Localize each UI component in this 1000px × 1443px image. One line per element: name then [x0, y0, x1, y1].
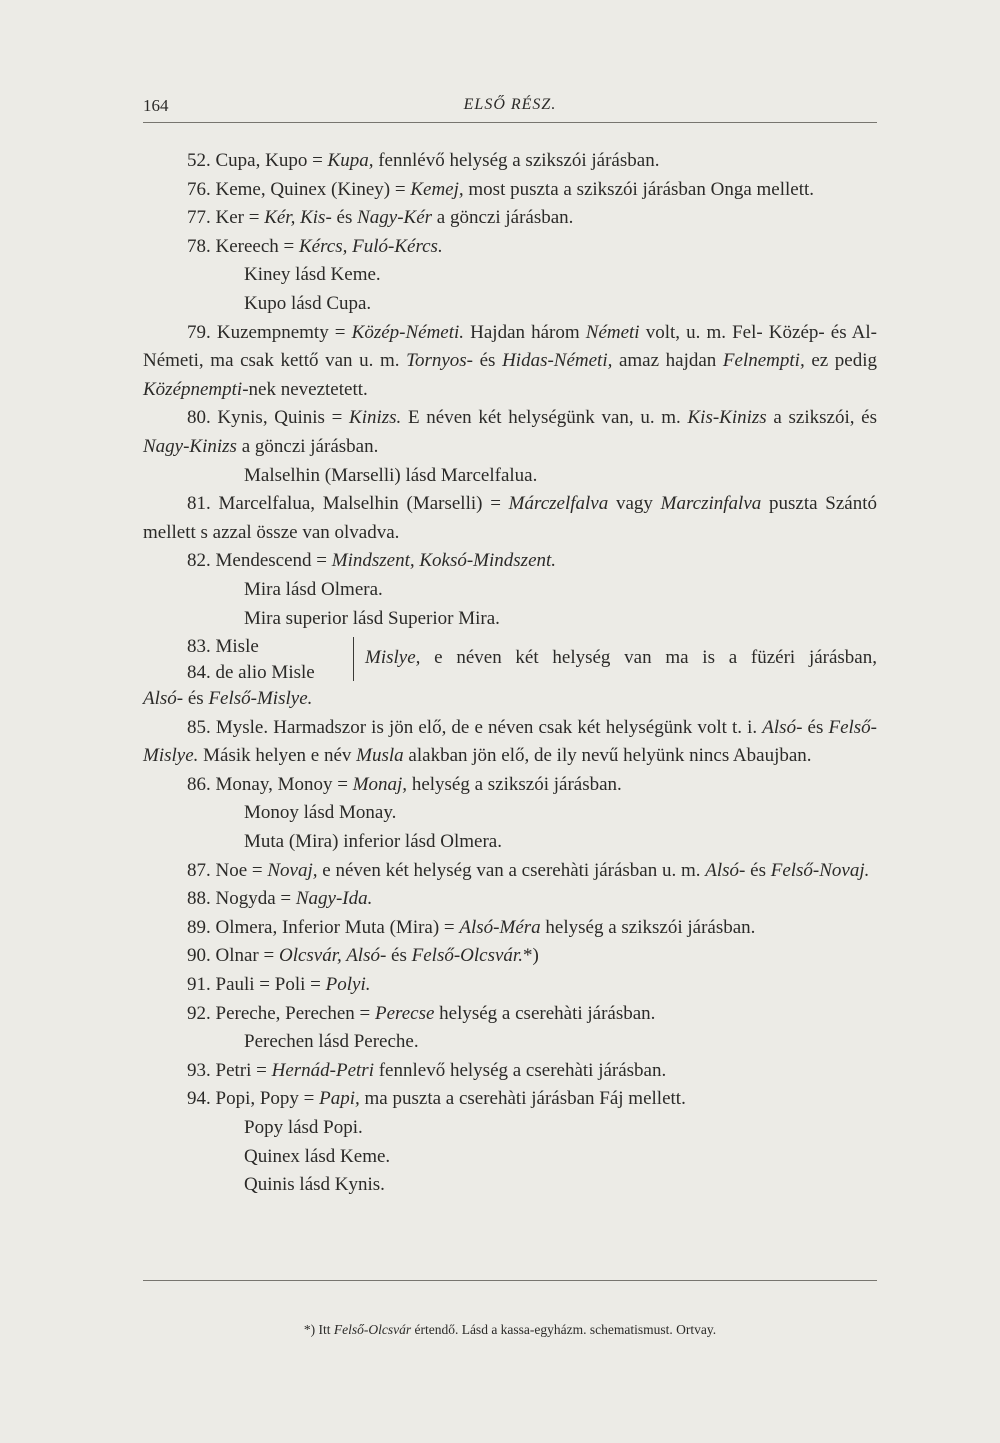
text-run: alakban jön elő, de ily nevű helyünk nincs Abaujban. [403, 745, 812, 767]
text-run: a gönczi járásban. [432, 207, 574, 229]
text-run: Kiney lásd Keme. [244, 264, 381, 286]
text-run: a szikszói, és [766, 407, 877, 429]
italic-place-name: Hidas-Németi, [502, 350, 613, 372]
italic-place-name: Középnempti [143, 378, 243, 400]
page-header [143, 94, 877, 123]
text-run: és [386, 945, 412, 967]
text-run: Mira superior lásd Superior Mira. [244, 607, 500, 629]
text-run: Malselhin (Marselli) lásd Marcelfalua. [244, 464, 538, 486]
body-text [143, 147, 877, 1200]
place-entry [143, 885, 877, 914]
text-run: fennlevő helység a cserehàti járásban. [373, 1059, 667, 1081]
text-run: amaz hajdan [612, 350, 723, 372]
text-run: ez pedig [804, 350, 878, 372]
place-entry [143, 771, 877, 800]
cross-reference [143, 799, 877, 828]
italic-place-name: Perecse [374, 1002, 435, 1024]
cross-reference [143, 462, 877, 491]
text-run: 88. Nogyda = [187, 888, 296, 910]
text-run: és [802, 716, 829, 738]
italic-place-name: Kinizs. [349, 407, 402, 429]
text-run: 52. Cupa, Kupo = [187, 150, 328, 171]
text-run: helység a cserehàti járásban. [434, 1002, 656, 1024]
cross-reference [143, 1028, 877, 1057]
italic-place-name: Felső-Mislye. [208, 688, 313, 710]
text-run: 91. Pauli = Poli = [187, 974, 326, 996]
text-run: vagy [608, 493, 661, 515]
text-run: Másik helyen e név [198, 745, 357, 767]
text-run: és [473, 350, 503, 372]
brace-bracket [347, 637, 354, 681]
text-run: 92. Pereche, Perechen = [187, 1002, 375, 1024]
italic-place-name: Tornyos- [406, 350, 473, 372]
italic-place-name: Márczelfalva [508, 493, 609, 515]
cross-reference [143, 1143, 877, 1172]
text-run: 89. Olmera, Inferior Muta (Mira) = [187, 916, 460, 938]
place-entry [143, 204, 877, 233]
text-run: puszta Szántó mellett s azzal össze van olvadva. [143, 493, 877, 543]
italic-place-name: Kis-Kinizs [687, 407, 767, 429]
footnote [143, 1322, 877, 1338]
italic-place-name: Nagy-Kinizs [143, 435, 237, 457]
cross-reference [143, 828, 877, 857]
text-run: 76. Keme, Quinex (Kiney) = [187, 178, 411, 200]
italic-place-name: Mindszent, Koksó-Mindszent. [331, 550, 557, 572]
text-run: 90. Olnar = [187, 945, 279, 967]
text-run: *) [522, 945, 539, 967]
place-entry [143, 1085, 877, 1114]
text-run: *) Itt [303, 1322, 334, 1337]
italic-place-name: Közép-Németi. [351, 321, 465, 343]
place-entry [143, 1057, 877, 1086]
place-entry [143, 490, 877, 547]
place-entry [143, 714, 877, 771]
text-run: Monoy lásd Monay. [244, 802, 397, 824]
italic-place-name: Németi [585, 321, 640, 343]
text-run: Kupo lásd Cupa. [244, 292, 372, 314]
text-run: ma puszta a cserehàti járásban Fáj mellett. [359, 1088, 686, 1110]
text-run: Popy lásd Popi. [244, 1117, 363, 1138]
cross-reference [143, 605, 877, 634]
italic-place-name: Monaj, [352, 773, 408, 795]
italic-place-name: Kemej, [410, 178, 464, 200]
italic-place-name: Papi, [319, 1088, 360, 1110]
italic-place-name: Kér, Kis- [264, 207, 332, 229]
text-run: E néven két helységünk van, u. m. [401, 407, 688, 429]
italic-place-name: Felső-Olcsvár. [411, 945, 523, 967]
text-run: 79. Kuzempnemty = [187, 321, 352, 343]
text-run: -nek neveztetett. [242, 378, 368, 400]
text-run: és [183, 688, 209, 710]
text-run: helység a szikszói járásban. [407, 773, 622, 795]
text-run: értendő. Lásd a kassa-egyházm. schematismust. Ortvay. [411, 1322, 717, 1337]
place-entry [143, 547, 877, 576]
cross-reference [143, 290, 877, 319]
place-entry [143, 1000, 877, 1029]
cross-reference [143, 1171, 877, 1200]
text-run: Muta (Mira) inferior lásd Olmera. [244, 831, 502, 853]
italic-place-name: Alsó- [143, 688, 184, 710]
text-run: 93. Petri = [187, 1059, 272, 1081]
italic-place-name: Felnempti, [722, 350, 805, 372]
entry-line: 84. de alio Misle [187, 662, 315, 684]
text-run: e néven két helység van a cserehàti járásban u. m. [317, 859, 706, 881]
text-run: Quinis lásd Kynis. [244, 1174, 385, 1196]
text-run: 86. Monay, Monoy = [187, 773, 353, 795]
text-run: Perechen lásd Pereche. [244, 1031, 419, 1053]
place-entry [143, 914, 877, 943]
text-run: e néven két helység van ma is a füzéri járásban, [420, 647, 877, 669]
italic-place-name: Mislye, [365, 647, 421, 669]
italic-place-name: Marczinfalva [660, 493, 762, 515]
text-run: a gönczi járásban. [236, 435, 379, 457]
italic-place-name: Nagy-Ida. [295, 888, 373, 910]
text-run: 78. Kereech = [187, 235, 299, 257]
text-run: Mira lásd Olmera. [244, 578, 383, 600]
text-run: fennlévő helység a szikszói járásban. [373, 150, 660, 171]
entry-text [365, 644, 877, 672]
entry-continuation [143, 685, 877, 714]
running-title: ELSŐ RÉSZ. [463, 96, 557, 113]
italic-place-name: Felső-Mislye. [143, 716, 878, 767]
entry-line: 83. Misle [187, 636, 259, 658]
italic-place-name: Nagy-Kér [357, 207, 433, 229]
text-run: volt, u. m. Fel- Közép- és Al-Németi, ma csak kettő van u. m. [143, 321, 878, 372]
page-number: 164 [143, 96, 169, 115]
cross-reference [143, 261, 877, 290]
place-entry [143, 942, 877, 971]
italic-place-name: Polyi. [325, 974, 371, 996]
text-run: 82. Mendescend = [187, 550, 332, 572]
cross-reference [143, 576, 877, 605]
bracketed-entries [143, 633, 877, 685]
text-run: helység a szikszói járásban. [540, 916, 756, 938]
text-run: 81. Marcelfalua, Malselhin (Marselli) = [187, 493, 509, 515]
italic-place-name: Kupa, [327, 150, 374, 171]
text-run: 94. Popi, Popy = [187, 1088, 320, 1110]
text-run: Hajdan három [464, 321, 586, 343]
text-run: és [745, 859, 771, 881]
text-run: most puszta a szikszói járásban Onga mellett. [463, 178, 815, 200]
place-entry [143, 233, 877, 262]
italic-place-name: Alsó- [705, 859, 746, 881]
italic-place-name: Felső-Olcsvár [333, 1322, 412, 1337]
italic-place-name: Kércs, Fuló-Kércs. [299, 235, 443, 257]
text-run: 77. Ker = [187, 207, 265, 229]
place-entry [143, 971, 877, 1000]
text-run: 85. Mysle. Harmadszor is jön elő, de e néven csak két helységünk volt t. i. [187, 716, 763, 738]
italic-place-name: Alsó- [762, 716, 803, 738]
text-run: és [331, 207, 358, 229]
place-entry [143, 147, 877, 176]
italic-place-name: Olcsvár, Alsó- [278, 945, 387, 967]
italic-place-name: Musla [356, 745, 404, 767]
italic-place-name: Novaj, [267, 859, 318, 881]
italic-place-name: Alsó-Méra [459, 916, 541, 938]
cross-reference [143, 1114, 877, 1143]
text-run: 87. Noe = [187, 859, 268, 881]
text-run: Quinex lásd Keme. [244, 1145, 391, 1167]
italic-place-name: Felső-Novaj. [770, 859, 870, 881]
place-entry [143, 404, 877, 461]
place-entry [143, 857, 877, 886]
place-entry [143, 176, 877, 205]
place-entry [143, 319, 877, 405]
footnote-rule [143, 1280, 877, 1281]
italic-place-name: Hernád-Petri [271, 1059, 374, 1081]
text-run: 80. Kynis, Quinis = [187, 407, 350, 429]
